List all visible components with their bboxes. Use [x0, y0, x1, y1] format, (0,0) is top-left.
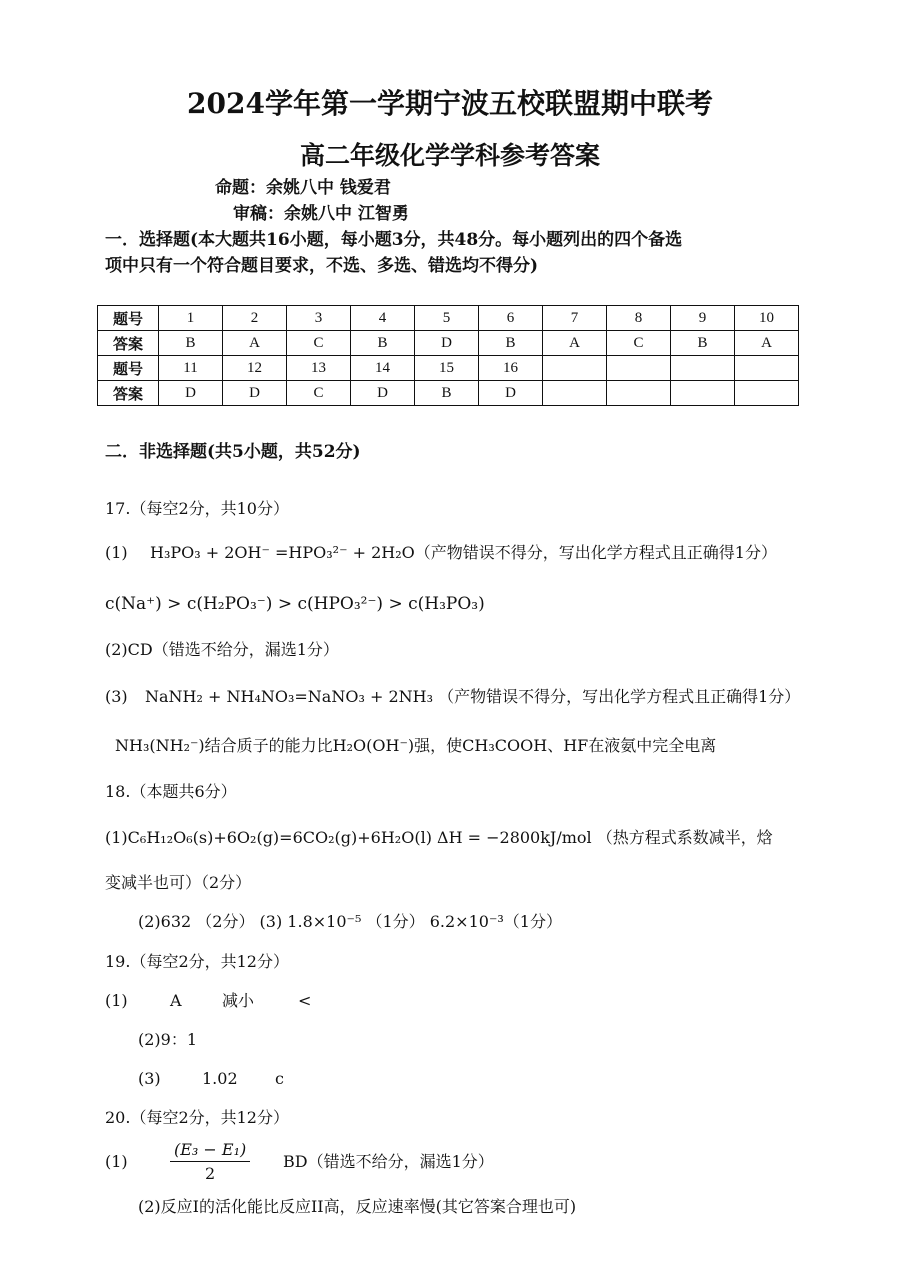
q20-p2-answer: (2)反应I的活化能比反应II高，反应速率慢(其它答案合理也可)	[138, 1197, 577, 1216]
table-cell: 13	[287, 356, 351, 381]
table-cell: B	[479, 331, 543, 356]
table-cell: 6	[479, 306, 543, 331]
q18-p1-answer: (1)C₆H₁₂O₆(s)+6O₂(g)=6CO₂(g)+6H₂O(l) ΔH = −2800kJ/mol （热方程式系数减半，焓	[105, 828, 773, 847]
table-cell: B	[159, 331, 223, 356]
table-cell: A	[735, 331, 799, 356]
q20-heading: 20.（每空2分，共12分）	[105, 1108, 289, 1127]
table-cell: 5	[415, 306, 479, 331]
row-header: 题号	[98, 356, 159, 381]
q19-p1-label: (1)	[105, 991, 128, 1010]
section1-heading-cont: 项中只有一个符合题目要求，不选、多选、错选均不得分)	[105, 256, 539, 276]
table-cell: B	[351, 331, 415, 356]
table-cell: 8	[607, 306, 671, 331]
q17-p2-answer: (2)CD（错选不给分，漏选1分）	[105, 640, 339, 659]
q20-p1-label: (1)	[105, 1152, 128, 1171]
q17-p3-explanation: NH₃(NH₂⁻)结合质子的能力比H₂O(OH⁻)强，使CH₃COOH、HF在液氨中完全电离	[115, 736, 717, 755]
answer-table	[97, 305, 799, 406]
fraction-denominator: 2	[205, 1164, 216, 1183]
q19-p1-b: 减小	[222, 991, 255, 1010]
table-cell: 4	[351, 306, 415, 331]
document-subtitle: 高二年级化学学科参考答案	[299, 141, 600, 170]
table-cell: 7	[543, 306, 607, 331]
table-row	[98, 306, 799, 331]
author-line: 命题：余姚八中 钱爱君	[215, 178, 391, 198]
table-cell: C	[287, 331, 351, 356]
table-cell: 15	[415, 356, 479, 381]
table-cell: D	[159, 381, 223, 406]
table-cell	[543, 381, 607, 406]
reviewer-line: 审稿：余姚八中 江智勇	[233, 204, 409, 224]
q18-p1-cont: 变减半也可）（2分）	[105, 873, 252, 892]
q19-p2-answer: (2)9：1	[138, 1030, 198, 1049]
table-cell: 1	[159, 306, 223, 331]
q20-fraction	[170, 1140, 250, 1183]
table-cell: C	[287, 381, 351, 406]
table-cell: 11	[159, 356, 223, 381]
table-cell: 9	[671, 306, 735, 331]
table-cell: B	[415, 381, 479, 406]
table-cell: 10	[735, 306, 799, 331]
q17-p3-label: (3)	[105, 687, 128, 706]
table-cell: 16	[479, 356, 543, 381]
table-row	[98, 331, 799, 356]
q17-p3-answer: NaNH₂ + NH₄NO₃=NaNO₃ + 2NH₃ （产物错误不得分，写出化学方程式且正确得1分）	[145, 687, 801, 706]
q19-p3-b: c	[275, 1069, 284, 1088]
fraction-numerator: (E₃ − E₁)	[170, 1140, 250, 1162]
section1-heading: 一．选择题(本大题共16小题，每小题3分，共48分。每小题列出的四个备选	[105, 230, 683, 250]
q17-heading: 17.（每空2分，共10分）	[105, 499, 289, 518]
table-cell	[543, 356, 607, 381]
table-cell: A	[543, 331, 607, 356]
q19-p3-a: 1.02	[202, 1069, 238, 1088]
q17-p1-concentration: c(Na⁺) > c(H₂PO₃⁻) > c(HPO₃²⁻) > c(H₃PO₃)	[105, 594, 485, 614]
row-header: 答案	[98, 331, 159, 356]
table-cell: B	[671, 331, 735, 356]
q19-p3-label: (3)	[138, 1069, 161, 1088]
table-cell	[671, 381, 735, 406]
table-cell: C	[607, 331, 671, 356]
table-cell: D	[351, 381, 415, 406]
q19-p1-a: A	[170, 991, 182, 1010]
table-cell	[735, 381, 799, 406]
table-cell: 2	[223, 306, 287, 331]
row-header: 题号	[98, 306, 159, 331]
table-cell	[735, 356, 799, 381]
q19-heading: 19.（每空2分，共12分）	[105, 952, 289, 971]
section2-heading: 二．非选择题(共5小题，共52分)	[105, 442, 361, 462]
table-cell	[607, 356, 671, 381]
q19-p1-c: <	[298, 991, 312, 1010]
table-cell: A	[223, 331, 287, 356]
q18-p2-answer: (2)632 （2分） (3) 1.8×10⁻⁵ （1分） 6.2×10⁻³（1分）	[138, 912, 562, 931]
row-header: 答案	[98, 381, 159, 406]
table-cell: 12	[223, 356, 287, 381]
q17-p1-label: (1)	[105, 543, 128, 562]
q20-p1-answer: BD（错选不给分，漏选1分）	[283, 1152, 494, 1171]
table-cell: 3	[287, 306, 351, 331]
table-row	[98, 356, 799, 381]
document-title: 2024学年第一学期宁波五校联盟期中联考	[187, 87, 713, 120]
q18-heading: 18.（本题共6分）	[105, 782, 237, 801]
table-cell	[607, 381, 671, 406]
table-cell: 14	[351, 356, 415, 381]
table-row	[98, 381, 799, 406]
table-cell: D	[415, 331, 479, 356]
table-cell	[671, 356, 735, 381]
table-cell: D	[479, 381, 543, 406]
table-cell: D	[223, 381, 287, 406]
q17-p1-answer: H₃PO₃ + 2OH⁻ =HPO₃²⁻ + 2H₂O（产物错误不得分，写出化学方程式且正确得1分）	[150, 543, 777, 562]
